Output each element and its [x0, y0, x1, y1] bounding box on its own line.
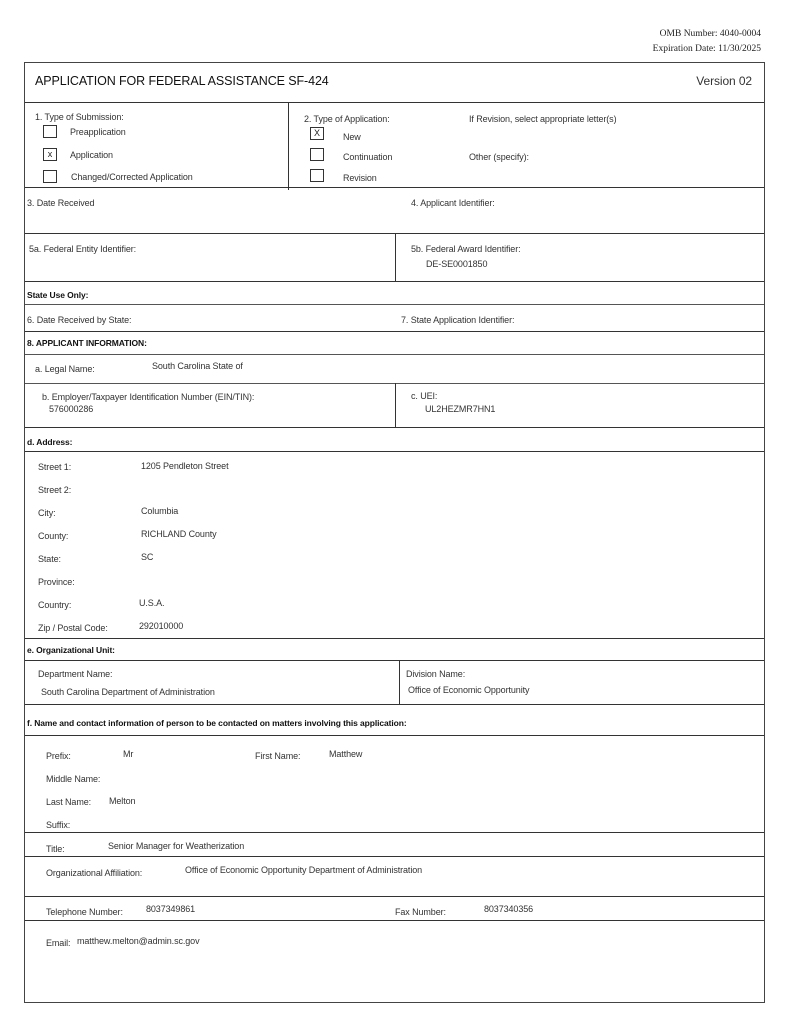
other-specify-label: Other (specify):	[469, 152, 529, 162]
state-application-identifier-label: 7. State Application Identifier:	[401, 315, 515, 325]
divider	[25, 704, 764, 705]
legal-name-value: South Carolina State of	[152, 361, 243, 371]
divider	[25, 920, 764, 921]
street2-label: Street 2:	[38, 485, 72, 495]
zip-value: 292010000	[139, 621, 184, 631]
suffix-label: Suffix:	[46, 820, 71, 830]
divider	[395, 233, 396, 281]
date-received-by-state-label: 6. Date Received by State:	[27, 315, 132, 325]
applicant-information-heading: 8. APPLICANT INFORMATION:	[27, 338, 147, 348]
application-checkbox[interactable]: x	[43, 148, 57, 161]
application-label: Application	[70, 150, 113, 160]
changed-corrected-checkbox[interactable]	[43, 170, 57, 183]
divider	[25, 896, 764, 897]
divider	[399, 660, 400, 704]
divider	[25, 856, 764, 857]
title-value: Senior Manager for Weatherization	[108, 841, 245, 851]
last-name-label: Last Name:	[46, 797, 92, 807]
division-name-value: Office of Economic Opportunity	[408, 685, 530, 695]
form-title: APPLICATION FOR FEDERAL ASSISTANCE SF-424	[35, 74, 329, 88]
revision-letter-label: If Revision, select appropriate letter(s)	[469, 114, 617, 124]
continuation-label: Continuation	[343, 152, 393, 162]
divider	[25, 427, 764, 428]
prefix-value: Mr	[123, 749, 134, 759]
last-name-value: Melton	[109, 796, 136, 806]
divider	[25, 354, 764, 355]
street1-label: Street 1:	[38, 462, 72, 472]
sf424-form	[24, 62, 765, 1003]
state-value: SC	[141, 552, 154, 562]
preapplication-label: Preapplication	[70, 127, 126, 137]
email-value: matthew.melton@admin.sc.gov	[77, 936, 200, 946]
changed-corrected-label: Changed/Corrected Application	[71, 172, 193, 182]
federal-award-identifier-value: DE-SE0001850	[426, 259, 488, 269]
uei-value: UL2HEZMR7HN1	[425, 404, 496, 414]
ein-label: b. Employer/Taxpayer Identification Number (EIN/TIN):	[42, 392, 255, 402]
omb-number: OMB Number: 4040-0004	[659, 29, 761, 39]
divider	[25, 735, 764, 736]
divider	[25, 304, 764, 305]
divider	[25, 102, 764, 103]
country-value: U.S.A.	[139, 598, 165, 608]
federal-award-identifier-label: 5b. Federal Award Identifier:	[411, 244, 521, 254]
country-label: Country:	[38, 600, 72, 610]
first-name-value: Matthew	[329, 749, 363, 759]
preapplication-checkbox[interactable]	[43, 125, 57, 138]
divider	[25, 832, 764, 833]
street1-value: 1205 Pendleton Street	[141, 461, 229, 471]
prefix-label: Prefix:	[46, 751, 71, 761]
revision-checkbox[interactable]	[310, 169, 324, 182]
department-name-value: South Carolina Department of Administration	[41, 687, 215, 697]
federal-entity-identifier-label: 5a. Federal Entity Identifier:	[29, 244, 137, 254]
middle-name-label: Middle Name:	[46, 774, 101, 784]
county-value: RICHLAND County	[141, 529, 217, 539]
title-label: Title:	[46, 844, 65, 854]
ein-value: 576000286	[49, 404, 94, 414]
city-label: City:	[38, 508, 56, 518]
department-name-label: Department Name:	[38, 669, 113, 679]
type-of-application-label: 2. Type of Application:	[304, 114, 390, 124]
telephone-label: Telephone Number:	[46, 907, 123, 917]
organizational-affiliation-label: Organizational Affiliation:	[46, 868, 143, 878]
first-name-label: First Name:	[255, 751, 301, 761]
divider	[395, 383, 396, 427]
province-label: Province:	[38, 577, 75, 587]
division-name-label: Division Name:	[406, 669, 466, 679]
organizational-affiliation-value: Office of Economic Opportunity Department of Administration	[185, 865, 423, 875]
new-label: New	[343, 132, 361, 142]
divider	[25, 638, 764, 639]
fax-value: 8037340356	[484, 904, 534, 914]
city-value: Columbia	[141, 506, 179, 516]
email-label: Email:	[46, 938, 71, 948]
divider	[25, 451, 764, 452]
state-use-only-heading: State Use Only:	[27, 290, 89, 300]
legal-name-label: a. Legal Name:	[35, 364, 95, 374]
fax-label: Fax Number:	[395, 907, 446, 917]
form-version: Version 02	[696, 74, 752, 88]
date-received-label: 3. Date Received	[27, 198, 95, 208]
type-of-submission-label: 1. Type of Submission:	[35, 112, 124, 122]
contact-heading: f. Name and contact information of person to be contacted on matters involving this application:	[27, 718, 407, 728]
continuation-checkbox[interactable]	[310, 148, 324, 161]
omb-info	[653, 27, 761, 57]
divider	[25, 660, 764, 661]
county-label: County:	[38, 531, 69, 541]
divider	[25, 331, 764, 332]
expiration-date: Expiration Date: 11/30/2025	[652, 44, 761, 54]
state-label: State:	[38, 554, 61, 564]
applicant-identifier-label: 4. Applicant Identifier:	[411, 198, 495, 208]
organizational-unit-heading: e. Organizational Unit:	[27, 645, 115, 655]
telephone-value: 8037349861	[146, 904, 196, 914]
address-heading: d. Address:	[27, 437, 73, 447]
revision-label: Revision	[343, 173, 377, 183]
divider	[25, 187, 764, 188]
divider	[25, 281, 764, 282]
uei-label: c. UEI:	[411, 391, 438, 401]
divider	[288, 102, 289, 190]
new-checkbox[interactable]: X	[310, 127, 324, 140]
zip-label: Zip / Postal Code:	[38, 623, 108, 633]
